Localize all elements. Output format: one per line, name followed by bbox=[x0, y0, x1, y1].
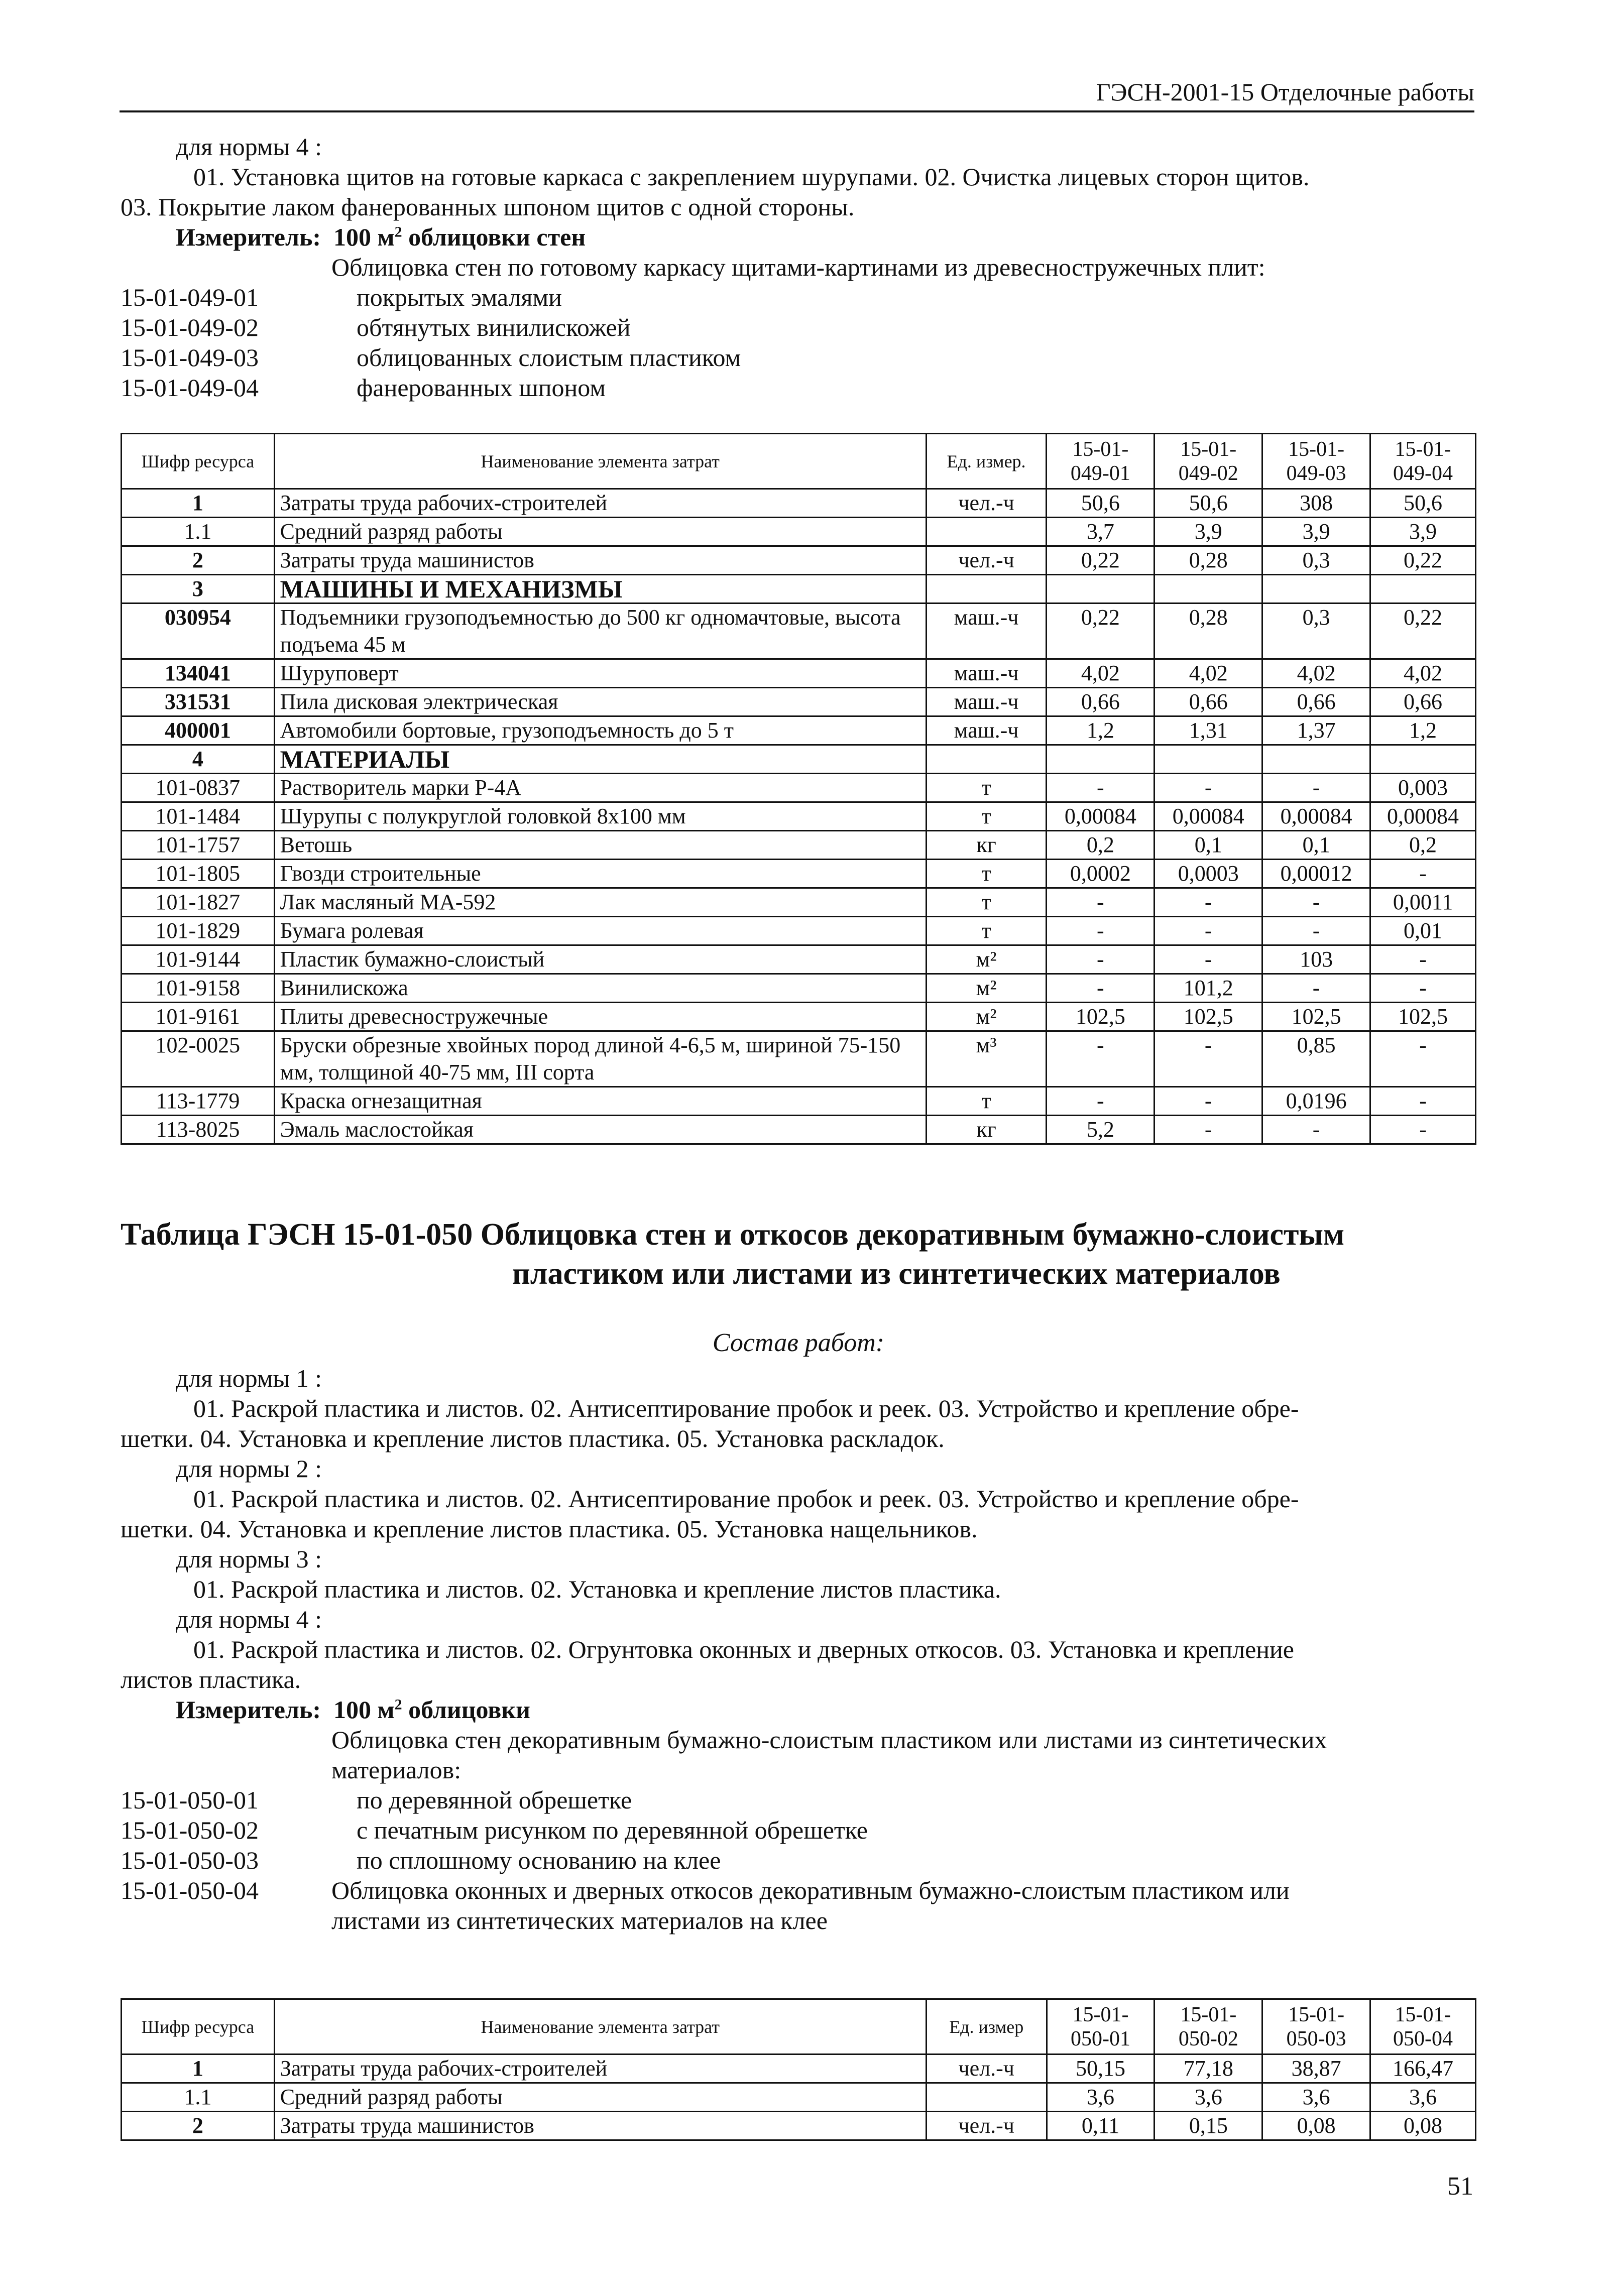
section2-desc-line1: Облицовка стен декоративным бумажно-слоистым пластиком или листами из синтетических bbox=[331, 1726, 1327, 1754]
header-col-top: 15-01- bbox=[1288, 2003, 1345, 2026]
table-title bbox=[121, 1215, 1476, 1293]
code-text: с печатным рисунком по деревянной обрешетке bbox=[357, 1816, 868, 1844]
header-col-bottom: 050-04 bbox=[1393, 2027, 1453, 2050]
header-col-bottom: 050-02 bbox=[1178, 2027, 1238, 2050]
cell-value: 0,00084 bbox=[1047, 802, 1155, 831]
cell-value: 0,66 bbox=[1155, 688, 1262, 716]
cell-unit: маш.-ч bbox=[926, 716, 1047, 745]
cell-value: - bbox=[1155, 945, 1262, 974]
table-row bbox=[122, 2112, 1476, 2140]
cell-name: Затраты труда машинистов bbox=[274, 2112, 926, 2140]
cell-value: 4,02 bbox=[1262, 659, 1370, 688]
cell-value: - bbox=[1155, 774, 1262, 802]
cell-unit: маш.-ч bbox=[926, 603, 1047, 659]
cell-unit: кг bbox=[926, 1116, 1047, 1144]
page-header bbox=[120, 70, 1474, 112]
cell-unit: м² bbox=[926, 974, 1047, 1003]
cell-value: 3,9 bbox=[1155, 518, 1262, 546]
cell-name: Затраты труда рабочих-строителей bbox=[274, 2055, 926, 2083]
cell-unit: чел.-ч bbox=[926, 2055, 1047, 2083]
table-header-row bbox=[122, 434, 1476, 489]
code-text-line2: листами из синтетических материалов на клее bbox=[331, 1906, 828, 1935]
table-row bbox=[122, 974, 1476, 1003]
cell-value: 4,02 bbox=[1370, 659, 1476, 688]
cell-value: - bbox=[1262, 917, 1370, 945]
cell-value: 50,15 bbox=[1047, 2055, 1155, 2083]
cell-value: 3,7 bbox=[1047, 518, 1155, 546]
cell-value: - bbox=[1262, 888, 1370, 917]
cell-value: 0,22 bbox=[1370, 546, 1476, 575]
page-number: 51 bbox=[1447, 2172, 1473, 2201]
cell-value: 1,2 bbox=[1370, 716, 1476, 745]
table-row bbox=[122, 1003, 1476, 1031]
table-row bbox=[122, 860, 1476, 888]
cell-code: 101-1827 bbox=[122, 888, 275, 917]
cell-unit: т bbox=[926, 917, 1047, 945]
cell-value: 0,66 bbox=[1262, 688, 1370, 716]
cell-value: - bbox=[1262, 974, 1370, 1003]
norm-text-line1: 01. Раскрой пластика и листов. 02. Установка и крепление листов пластика. bbox=[193, 1575, 1001, 1603]
header-col bbox=[1370, 1999, 1476, 2055]
header-col-top: 15-01- bbox=[1180, 437, 1237, 461]
code-label: 15-01-049-02 bbox=[121, 313, 259, 341]
cell-name: Шуруповерт bbox=[274, 659, 926, 688]
cell-code: 1.1 bbox=[122, 2083, 275, 2112]
norm4-block bbox=[121, 132, 1476, 403]
cell-value bbox=[1262, 575, 1370, 603]
norm-label: для нормы 4 : bbox=[176, 1605, 322, 1633]
cell-unit: м² bbox=[926, 945, 1047, 974]
header-unit: Ед. измер bbox=[926, 1999, 1047, 2055]
header-col bbox=[1047, 1999, 1155, 2055]
cell-value: 0,22 bbox=[1370, 603, 1476, 659]
cell-value: - bbox=[1155, 888, 1262, 917]
cell-value: 0,2 bbox=[1047, 831, 1155, 860]
norm4-text-line2: 03. Покрытие лаком фанерованных шпоном щитов с одной стороны. bbox=[121, 193, 855, 221]
table-row bbox=[122, 802, 1476, 831]
cell-value: 102,5 bbox=[1047, 1003, 1155, 1031]
norm4-text-line1: 01. Установка щитов на готовые каркаса с закреплением шурупами. 02. Очистка лицевых сторон щитов. bbox=[193, 163, 1310, 191]
cell-unit: чел.-ч bbox=[926, 489, 1047, 518]
cell-value: 0,08 bbox=[1262, 2112, 1370, 2140]
cell-value bbox=[1155, 575, 1262, 603]
measure-rest: облицовки стен bbox=[402, 223, 586, 251]
cell-value: 0,00084 bbox=[1370, 802, 1476, 831]
cell-code: 1 bbox=[122, 2055, 275, 2083]
cell-value: 0,0196 bbox=[1262, 1087, 1370, 1116]
cell-value bbox=[1047, 575, 1155, 603]
cell-unit: т bbox=[926, 860, 1047, 888]
cell-value: 3,6 bbox=[1155, 2083, 1262, 2112]
table1-desc: Облицовка стен по готовому каркасу щитами-картинами из древесностружечных плит: bbox=[331, 253, 1265, 281]
code-row bbox=[121, 1815, 1476, 1845]
cell-code: 1 bbox=[122, 489, 275, 518]
cell-value: 0,0002 bbox=[1047, 860, 1155, 888]
norm4-label: для нормы 4 : bbox=[176, 133, 322, 161]
cell-name: Затраты труда машинистов bbox=[274, 546, 926, 575]
code-row bbox=[121, 1875, 1476, 1905]
code-text: покрытых эмалями bbox=[357, 283, 562, 311]
cell-name: Пила дисковая электрическая bbox=[274, 688, 926, 716]
table-row bbox=[122, 888, 1476, 917]
cell-value bbox=[1262, 745, 1370, 774]
cell-value: 50,6 bbox=[1370, 489, 1476, 518]
cell-value: 3,6 bbox=[1262, 2083, 1370, 2112]
cell-unit: чел.-ч bbox=[926, 546, 1047, 575]
cell-value: 1,2 bbox=[1047, 716, 1155, 745]
measure-sup: 2 bbox=[394, 1696, 402, 1713]
code-row bbox=[121, 1785, 1476, 1815]
cell-value: 50,6 bbox=[1047, 489, 1155, 518]
cell-value: - bbox=[1370, 860, 1476, 888]
code-row bbox=[121, 312, 1476, 342]
norm-label: для нормы 2 : bbox=[176, 1455, 322, 1483]
code-text: обтянутых винилискожей bbox=[357, 313, 631, 341]
cell-unit: т bbox=[926, 1087, 1047, 1116]
cell-value: 0,66 bbox=[1047, 688, 1155, 716]
cell-unit: кг bbox=[926, 831, 1047, 860]
header-col bbox=[1155, 1999, 1262, 2055]
header-col-top: 15-01- bbox=[1288, 437, 1345, 461]
cell-value: - bbox=[1370, 1116, 1476, 1144]
cell-unit bbox=[926, 2083, 1047, 2112]
cell-name: Бруски обрезные хвойных пород длиной 4-6,5 м, шириной 75-150 мм, толщиной 40-75 мм, III сорта bbox=[274, 1031, 926, 1087]
cell-code: 400001 bbox=[122, 716, 275, 745]
code-label: 15-01-049-04 bbox=[121, 374, 259, 402]
cell-value: 0,08 bbox=[1370, 2112, 1476, 2140]
cell-value: 0,28 bbox=[1155, 546, 1262, 575]
cell-unit: м³ bbox=[926, 1031, 1047, 1087]
cell-value: 38,87 bbox=[1262, 2055, 1370, 2083]
cell-code: 113-1779 bbox=[122, 1087, 275, 1116]
cell-unit: т bbox=[926, 774, 1047, 802]
table-row bbox=[122, 2055, 1476, 2083]
header-col-top: 15-01- bbox=[1395, 437, 1451, 461]
cell-code: 102-0025 bbox=[122, 1031, 275, 1087]
code-text: фанерованных шпоном bbox=[357, 374, 606, 402]
table-row bbox=[122, 546, 1476, 575]
cell-code: 101-1484 bbox=[122, 802, 275, 831]
norm-label: для нормы 1 : bbox=[176, 1364, 322, 1392]
cell-value bbox=[1370, 575, 1476, 603]
cell-value: - bbox=[1370, 1031, 1476, 1087]
cell-value bbox=[1155, 745, 1262, 774]
norm-text-line1: 01. Раскрой пластика и листов. 02. Антисептирование пробок и реек. 03. Устройство и крепление обре- bbox=[193, 1394, 1299, 1422]
code-row bbox=[121, 342, 1476, 373]
cell-code: 134041 bbox=[122, 659, 275, 688]
cell-value: 0,1 bbox=[1262, 831, 1370, 860]
cell-value: 0,3 bbox=[1262, 546, 1370, 575]
cell-value: 0,0011 bbox=[1370, 888, 1476, 917]
cell-value: 0,22 bbox=[1047, 546, 1155, 575]
cell-value: - bbox=[1047, 888, 1155, 917]
header-name: Наименование элемента затрат bbox=[274, 1999, 926, 2055]
header-col bbox=[1262, 1999, 1370, 2055]
cell-unit: маш.-ч bbox=[926, 659, 1047, 688]
cell-value: - bbox=[1370, 1087, 1476, 1116]
cell-unit: м² bbox=[926, 1003, 1047, 1031]
cell-value bbox=[1370, 745, 1476, 774]
cell-name: Лак масляный МА-592 bbox=[274, 888, 926, 917]
cell-value: 0,00012 bbox=[1262, 860, 1370, 888]
norms-block bbox=[121, 1363, 1476, 1936]
cell-value: 0,0003 bbox=[1155, 860, 1262, 888]
section2-desc-line2: материалов: bbox=[331, 1756, 462, 1784]
resource-table-049 bbox=[121, 433, 1476, 1145]
code-text: по деревянной обрешетке bbox=[357, 1786, 632, 1814]
cell-code: 101-1829 bbox=[122, 917, 275, 945]
cell-code: 2 bbox=[122, 2112, 275, 2140]
measure-rest: облицовки bbox=[402, 1696, 530, 1724]
cell-value: 0,66 bbox=[1370, 688, 1476, 716]
cell-value: 0,00084 bbox=[1262, 802, 1370, 831]
cell-value: - bbox=[1047, 1031, 1155, 1087]
cell-code: 030954 bbox=[122, 603, 275, 659]
table-row bbox=[122, 688, 1476, 716]
cell-value: 0,85 bbox=[1262, 1031, 1370, 1087]
table-row bbox=[122, 831, 1476, 860]
cell-name: Затраты труда рабочих-строителей bbox=[274, 489, 926, 518]
cell-value: 3,6 bbox=[1370, 2083, 1476, 2112]
header-col bbox=[1155, 434, 1262, 489]
code-label: 15-01-050-04 bbox=[121, 1876, 259, 1904]
header-title: ГЭСН-2001-15 Отделочные работы bbox=[1096, 78, 1474, 106]
measure-line bbox=[121, 222, 1476, 252]
sostav-heading: Состав работ: bbox=[712, 1328, 885, 1357]
cell-value: 0,2 bbox=[1370, 831, 1476, 860]
table-row bbox=[122, 1116, 1476, 1144]
table-title-line2: пластиком или листами из синтетических материалов bbox=[512, 1257, 1281, 1291]
cell-value: - bbox=[1370, 974, 1476, 1003]
cell-code: 101-1805 bbox=[122, 860, 275, 888]
cell-value: 103 bbox=[1262, 945, 1370, 974]
table-row bbox=[122, 659, 1476, 688]
cell-name: Средний разряд работы bbox=[274, 2083, 926, 2112]
cell-code: 4 bbox=[122, 745, 275, 774]
cell-code: 2 bbox=[122, 546, 275, 575]
cell-name: Гвозди строительные bbox=[274, 860, 926, 888]
cell-value: 77,18 bbox=[1155, 2055, 1262, 2083]
table-row bbox=[122, 745, 1476, 774]
header-unit: Ед. измер. bbox=[926, 434, 1047, 489]
table-row bbox=[122, 603, 1476, 659]
cell-value: - bbox=[1262, 774, 1370, 802]
table-row bbox=[122, 1031, 1476, 1087]
cell-value: 102,5 bbox=[1370, 1003, 1476, 1031]
cell-unit bbox=[926, 745, 1047, 774]
cell-code: 113-8025 bbox=[122, 1116, 275, 1144]
cell-value: 50,6 bbox=[1155, 489, 1262, 518]
table-row bbox=[122, 518, 1476, 546]
cell-name: Средний разряд работы bbox=[274, 518, 926, 546]
cell-code: 101-1757 bbox=[122, 831, 275, 860]
cell-unit: чел.-ч bbox=[926, 2112, 1047, 2140]
cell-name: Пластик бумажно-слоистый bbox=[274, 945, 926, 974]
header-col-top: 15-01- bbox=[1180, 2003, 1237, 2026]
cell-name: Автомобили бортовые, грузоподъемность до 5 т bbox=[274, 716, 926, 745]
cell-value: - bbox=[1155, 1116, 1262, 1144]
cell-value: 4,02 bbox=[1047, 659, 1155, 688]
measure-value: 100 м bbox=[333, 223, 395, 251]
cell-name: Винилискожа bbox=[274, 974, 926, 1003]
cell-code: 101-0837 bbox=[122, 774, 275, 802]
cell-value: 0,22 bbox=[1047, 603, 1155, 659]
table-row bbox=[122, 774, 1476, 802]
cell-name: Бумага ролевая bbox=[274, 917, 926, 945]
resource-table-050 bbox=[121, 1998, 1476, 2141]
norm-label: для нормы 3 : bbox=[176, 1545, 322, 1573]
cell-code: 101-9158 bbox=[122, 974, 275, 1003]
cell-value: 0,11 bbox=[1047, 2112, 1155, 2140]
measure-line bbox=[121, 1695, 1476, 1725]
code-label: 15-01-050-01 bbox=[121, 1786, 259, 1814]
cell-unit bbox=[926, 575, 1047, 603]
cell-code: 3 bbox=[122, 575, 275, 603]
code-label: 15-01-049-01 bbox=[121, 283, 259, 311]
cell-value: 101,2 bbox=[1155, 974, 1262, 1003]
cell-value: - bbox=[1262, 1116, 1370, 1144]
header-col bbox=[1047, 434, 1155, 489]
code-label: 15-01-050-03 bbox=[121, 1846, 259, 1874]
cell-code: 1.1 bbox=[122, 518, 275, 546]
header-col-top: 15-01- bbox=[1072, 2003, 1129, 2026]
header-col-top: 15-01- bbox=[1395, 2003, 1451, 2026]
code-row bbox=[121, 1845, 1476, 1875]
measure-sup: 2 bbox=[394, 223, 402, 240]
cell-unit: т bbox=[926, 888, 1047, 917]
cell-name: Растворитель марки Р-4А bbox=[274, 774, 926, 802]
cell-value: 3,9 bbox=[1262, 518, 1370, 546]
cell-value: - bbox=[1155, 1087, 1262, 1116]
code-text: по сплошному основанию на клее bbox=[357, 1846, 721, 1874]
cell-value: 0,3 bbox=[1262, 603, 1370, 659]
cell-value: 0,003 bbox=[1370, 774, 1476, 802]
norm-text-line2: шетки. 04. Установка и крепление листов пластика. 05. Установка нащельников. bbox=[121, 1515, 978, 1543]
cell-unit: маш.-ч bbox=[926, 688, 1047, 716]
cell-value: 0,00084 bbox=[1155, 802, 1262, 831]
header-col-bottom: 050-03 bbox=[1286, 2027, 1346, 2050]
measure-value: 100 м bbox=[333, 1696, 395, 1724]
cell-name: Эмаль маслостойкая bbox=[274, 1116, 926, 1144]
table-header-row bbox=[122, 1999, 1476, 2055]
cell-value: 308 bbox=[1262, 489, 1370, 518]
cell-code: 331531 bbox=[122, 688, 275, 716]
cell-value: 0,1 bbox=[1155, 831, 1262, 860]
measure-label: Измеритель: bbox=[176, 223, 321, 251]
table-row bbox=[122, 716, 1476, 745]
cell-value: 5,2 bbox=[1047, 1116, 1155, 1144]
cell-name: МАТЕРИАЛЫ bbox=[274, 745, 926, 774]
code-row bbox=[121, 282, 1476, 312]
code-row bbox=[121, 373, 1476, 403]
header-col-top: 15-01- bbox=[1072, 437, 1129, 461]
cell-name: МАШИНЫ И МЕХАНИЗМЫ bbox=[274, 575, 926, 603]
norm-text-line2: листов пластика. bbox=[121, 1665, 301, 1694]
cell-value: 1,31 bbox=[1155, 716, 1262, 745]
cell-name: Подъемники грузоподъемностью до 500 кг одномачтовые, высота подъема 45 м bbox=[274, 603, 926, 659]
cell-code: 101-9161 bbox=[122, 1003, 275, 1031]
measure-label: Измеритель: bbox=[176, 1696, 321, 1724]
header-col bbox=[1370, 434, 1476, 489]
table-row bbox=[122, 945, 1476, 974]
norm-text-line2: шетки. 04. Установка и крепление листов пластика. 05. Установка раскладок. bbox=[121, 1424, 945, 1453]
code-label: 15-01-050-02 bbox=[121, 1816, 259, 1844]
cell-value: - bbox=[1370, 945, 1476, 974]
cell-value: 0,28 bbox=[1155, 603, 1262, 659]
cell-unit: т bbox=[926, 802, 1047, 831]
header-col-bottom: 050-01 bbox=[1071, 2027, 1130, 2050]
table-row bbox=[122, 575, 1476, 603]
cell-value: 1,37 bbox=[1262, 716, 1370, 745]
cell-value: - bbox=[1047, 974, 1155, 1003]
header-col-bottom: 049-03 bbox=[1286, 461, 1346, 485]
table-row bbox=[122, 917, 1476, 945]
cell-value: - bbox=[1047, 1087, 1155, 1116]
cell-value: - bbox=[1155, 1031, 1262, 1087]
cell-name: Краска огнезащитная bbox=[274, 1087, 926, 1116]
norm-text-line1: 01. Раскрой пластика и листов. 02. Антисептирование пробок и реек. 03. Устройство и крепление обре- bbox=[193, 1485, 1299, 1513]
cell-value: 4,02 bbox=[1155, 659, 1262, 688]
header-col-bottom: 049-01 bbox=[1070, 461, 1130, 485]
header-col-bottom: 049-02 bbox=[1178, 461, 1238, 485]
table-row bbox=[122, 489, 1476, 518]
cell-value bbox=[1047, 745, 1155, 774]
cell-value: 3,6 bbox=[1047, 2083, 1155, 2112]
cell-value: 0,15 bbox=[1155, 2112, 1262, 2140]
header-name: Наименование элемента затрат bbox=[274, 434, 926, 489]
cell-name: Плиты древесностружечные bbox=[274, 1003, 926, 1031]
cell-value: 102,5 bbox=[1262, 1003, 1370, 1031]
cell-code: 101-9144 bbox=[122, 945, 275, 974]
code-label: 15-01-049-03 bbox=[121, 343, 259, 372]
cell-value: 0,01 bbox=[1370, 917, 1476, 945]
code-text: облицованных слоистым пластиком bbox=[357, 343, 741, 372]
cell-value: - bbox=[1047, 774, 1155, 802]
header-code: Шифр ресурса bbox=[122, 434, 275, 489]
header-code: Шифр ресурса bbox=[122, 1999, 275, 2055]
cell-value: - bbox=[1047, 917, 1155, 945]
header-col bbox=[1262, 434, 1370, 489]
cell-value: - bbox=[1155, 917, 1262, 945]
cell-value: 3,9 bbox=[1370, 518, 1476, 546]
cell-value: 102,5 bbox=[1155, 1003, 1262, 1031]
cell-value: - bbox=[1047, 945, 1155, 974]
cell-value: 166,47 bbox=[1370, 2055, 1476, 2083]
header-col-bottom: 049-04 bbox=[1393, 461, 1453, 485]
norm-text-line1: 01. Раскрой пластика и листов. 02. Огрунтовка оконных и дверных откосов. 03. Установка и крепление bbox=[193, 1635, 1294, 1663]
cell-unit bbox=[926, 518, 1047, 546]
table-title-line1: Таблица ГЭСН 15-01-050 Облицовка стен и откосов декоративным бумажно-слоистым bbox=[121, 1218, 1345, 1252]
table-row bbox=[122, 1087, 1476, 1116]
cell-name: Шурупы с полукруглой головкой 8х100 мм bbox=[274, 802, 926, 831]
code-text: Облицовка оконных и дверных откосов декоративным бумажно-слоистым пластиком или bbox=[331, 1876, 1290, 1904]
table-row bbox=[122, 2083, 1476, 2112]
cell-name: Ветошь bbox=[274, 831, 926, 860]
